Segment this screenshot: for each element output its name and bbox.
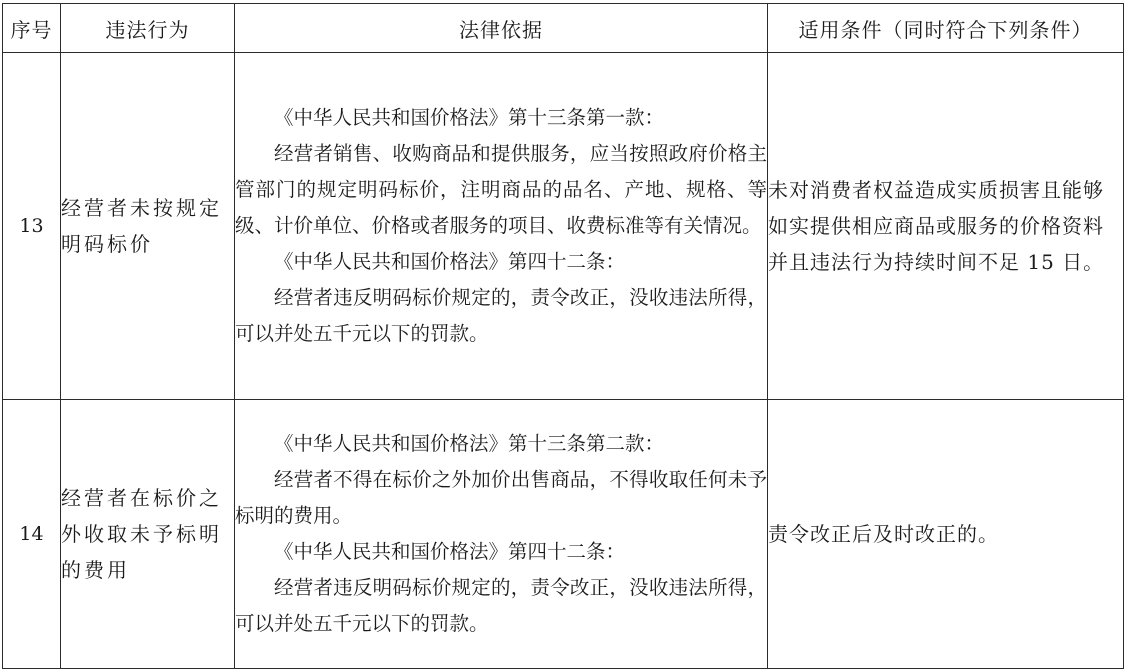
legal-basis bbox=[235, 400, 768, 669]
basis-reference: 《中华人民共和国价格法》第十三条第二款： bbox=[274, 432, 665, 455]
basis-reference: 《中华人民共和国价格法》第十三条第一款： bbox=[274, 106, 665, 129]
basis-reference: 《中华人民共和国价格法》第四十二条： bbox=[274, 250, 626, 273]
table-row bbox=[3, 400, 1124, 669]
header-basis: 法律依据 bbox=[235, 4, 768, 53]
legal-basis bbox=[235, 53, 768, 400]
basis-text: 经营者违反明码标价规定的，责令改正，没收违法所得，可以并处五千元以下的罚款。 bbox=[235, 576, 767, 635]
applicable-condition: 未对消费者权益造成实质损害且能够如实提供相应商品或服务的价格资料并且违法行为持续时间不足 15 日。 bbox=[768, 53, 1124, 400]
row-number: 14 bbox=[3, 400, 61, 669]
table-row bbox=[3, 53, 1124, 400]
header-row bbox=[3, 4, 1124, 53]
row-number: 13 bbox=[3, 53, 61, 400]
header-act: 违法行为 bbox=[61, 4, 235, 53]
violation-act: 经营者未按规定明码标价 bbox=[61, 53, 235, 400]
basis-text: 经营者违反明码标价规定的，责令改正，没收违法所得，可以并处五千元以下的罚款。 bbox=[235, 286, 767, 345]
basis-text: 经营者不得在标价之外加价出售商品，不得收取任何未予标明的费用。 bbox=[235, 468, 767, 527]
regulation-table bbox=[2, 3, 1124, 669]
violation-act: 经营者在标价之外收取未予标明的费用 bbox=[61, 400, 235, 669]
basis-reference: 《中华人民共和国价格法》第四十二条： bbox=[274, 540, 626, 563]
applicable-condition: 责令改正后及时改正的。 bbox=[768, 400, 1124, 669]
header-condition: 适用条件（同时符合下列条件） bbox=[768, 4, 1124, 53]
header-no: 序号 bbox=[3, 4, 61, 53]
basis-text: 经营者销售、收购商品和提供服务，应当按照政府价格主管部门的规定明码标价，注明商品的品名、产地、规格、等级、计价单位、价格或者服务的项目、收费标准等有关情况。 bbox=[235, 142, 767, 237]
